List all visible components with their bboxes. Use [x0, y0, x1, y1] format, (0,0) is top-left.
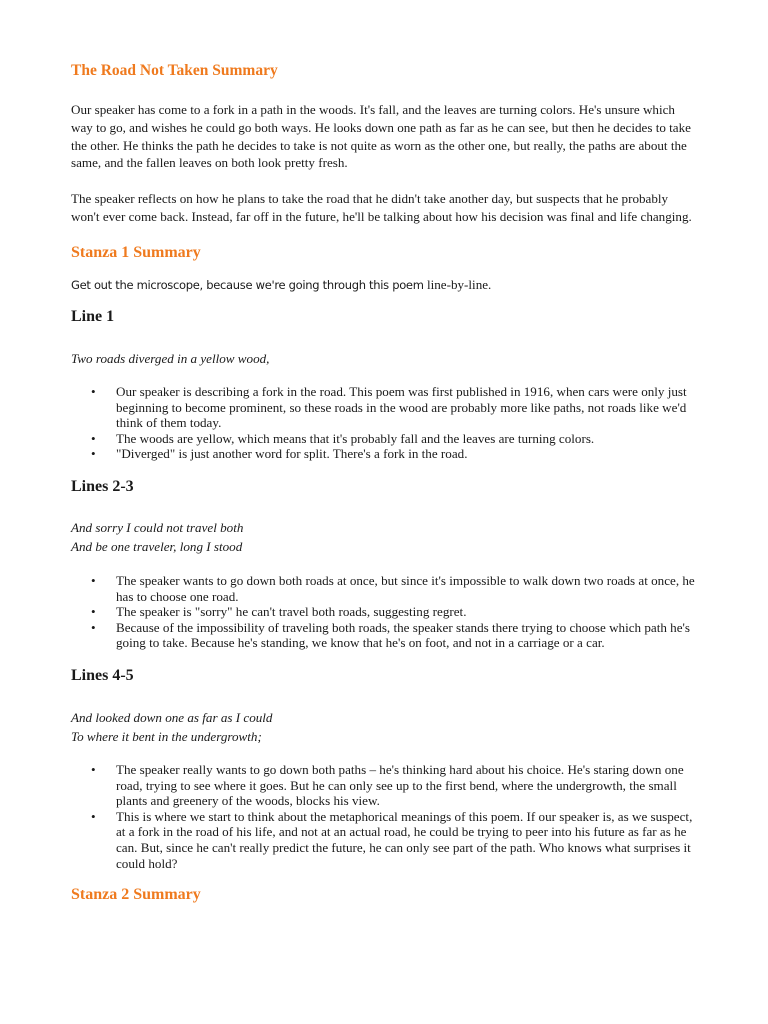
bullet-glyph: •: [91, 619, 96, 635]
list-item: [71, 809, 701, 871]
list-item: [71, 446, 701, 462]
bullet-glyph: •: [91, 808, 96, 824]
list-item-text: The speaker really wants to go down both paths – he's thinking hard about his choice. He's staring down one road, trying to see where it goes. But he can only see up to the first bend, where the undergrowth, the small plants and greenery of the woods, blocks his view.: [116, 762, 684, 809]
bullet-glyph: •: [91, 573, 96, 588]
list-item-text: Because of the impossibility of traveling both roads, the speaker stands there trying to choose which path he's going to take. Because he's standing, we know that he's on foot, and not in a carriage or a car.: [116, 619, 690, 651]
list-item: [71, 431, 701, 447]
poem-quote-lines-2-3: [71, 518, 243, 556]
quote-line: And looked down one as far as I could: [71, 710, 273, 725]
list-item: [71, 762, 701, 809]
list-item-text: "Diverged" is just another word for split. There's a fork in the road.: [116, 446, 468, 462]
list-item-text: The woods are yellow, which means that it's probably fall and the leaves are turning colors.: [116, 430, 595, 446]
summary-paragraph-2: The speaker reflects on how he plans to take the road that he didn't take another day, but suspects that he probably won't ever come back. Instead, far off in the future, he'll be talking about how his decision was final and life changing.: [71, 191, 692, 224]
section-heading-lines-4-5: Lines 4-5: [71, 667, 134, 684]
stanza-1-heading: Stanza 1 Summary: [71, 244, 201, 261]
list-item-text: The speaker is "sorry" he can't travel both roads, suggesting regret.: [116, 604, 467, 620]
stanza-2-heading: Stanza 2 Summary: [71, 886, 201, 903]
quote-line: Two roads diverged in a yellow wood,: [71, 351, 270, 366]
bullet-list-lines-4-5: [71, 762, 701, 871]
stanza-1-intro-part1: Get out the microscope, because we're going through this poem: [71, 278, 427, 292]
section-heading-line-1: Line 1: [71, 308, 115, 325]
bullet-glyph: •: [91, 430, 96, 446]
bullet-list-line-1: [71, 384, 701, 462]
page-title: The Road Not Taken Summary: [71, 62, 278, 79]
list-item: [71, 573, 701, 604]
poem-quote-lines-4-5: [71, 708, 272, 746]
bullet-glyph: •: [91, 446, 96, 462]
list-item: [71, 620, 701, 651]
bullet-glyph: •: [91, 762, 96, 777]
quote-line: And sorry I could not travel both: [71, 520, 244, 535]
bullet-glyph: •: [91, 604, 96, 620]
section-heading-lines-2-3: Lines 2-3: [71, 478, 134, 495]
list-item-text: This is where we start to think about the metaphorical meanings of this poem. If our speaker is, as we suspect, at a fork in the road of his life, and not at an actual road, he could be trying to peer into his future as far as he can. But, since he can't really predict the future, he can only see part of the path. Who knows what surprises it could hold?: [116, 808, 693, 871]
list-item-text: Our speaker is describing a fork in the road. This poem was first published in 1916, when cars were only just beginning to become prominent, so these roads in the wood are probably more like paths, not roads like we'd think of them today.: [116, 384, 687, 431]
bullet-glyph: •: [91, 384, 96, 399]
quote-line: And be one traveler, long I stood: [71, 539, 243, 554]
list-item: [71, 384, 701, 431]
bullet-list-lines-2-3: [71, 573, 701, 651]
poem-quote-line-1: [71, 349, 269, 368]
summary-paragraph-1: Our speaker has come to a fork in a path in the woods. It's fall, and the leaves are turning colors. He's unsure which way to go, and wishes he could go both ways. He looks down one path as far as he can see, but then he decides to take the other. He thinks the path he decides to take is not quite as worn as the other one, but really, the paths are about the same, and the fallen leaves on both look pretty fresh.: [71, 102, 691, 171]
quote-line: To where it bent in the undergrowth;: [71, 729, 262, 744]
stanza-1-intro: [71, 276, 491, 294]
list-item: [71, 604, 701, 620]
stanza-1-intro-part2: line-by-line.: [426, 277, 492, 292]
list-item-text: The speaker wants to go down both roads at once, but since it's impossible to walk down two roads at once, he has to choose one road.: [116, 573, 695, 604]
